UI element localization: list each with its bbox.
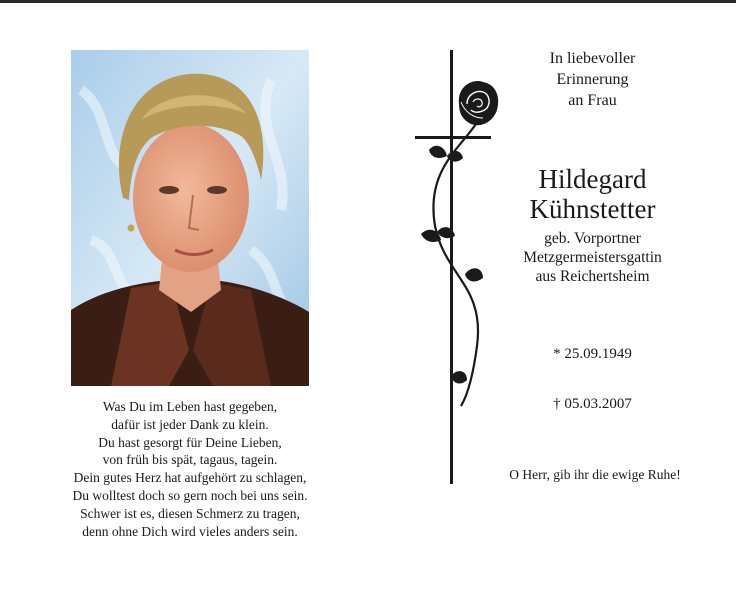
deceased-name [480, 164, 705, 224]
intro-line: an Frau [568, 92, 617, 109]
maiden-name: geb. Vorportner [544, 230, 641, 247]
deceased-details [480, 229, 705, 286]
prayer-text: O Herr, gib ihr die ewige Ruhe! [509, 467, 681, 482]
poem-line: Du wolltest doch so gern noch bei uns sein. [72, 487, 308, 503]
poem-line: denn ohne Dich wird vieles anders sein. [82, 523, 298, 539]
poem-line: von früh bis spät, tagaus, tagein. [102, 452, 278, 468]
portrait-photo [71, 50, 309, 386]
memorial-poem [40, 398, 340, 540]
poem-line: Was Du im Leben hast gegeben, [102, 399, 278, 414]
death-date: † 05.03.2007 [553, 396, 632, 412]
birth-date: * 25.09.1949 [553, 346, 632, 362]
intro-line: Erinnerung [556, 71, 629, 88]
last-name: Kühnstetter [529, 194, 656, 224]
poem-line: Du hast gesorgt für Deine Lieben, [98, 434, 282, 450]
poem-line: Dein gutes Herz hat aufgehört zu schlagen, [73, 470, 307, 486]
occupation: Metzgermeistersgattin [523, 249, 662, 266]
origin: aus Reichertsheim [535, 268, 650, 285]
intro-text [480, 48, 705, 111]
intro-line: In liebevoller [549, 50, 636, 67]
top-border [0, 0, 736, 3]
poem-line: dafür ist jeder Dank zu klein. [111, 416, 269, 432]
poem-line: Schwer ist es, diesen Schmerz zu tragen, [80, 505, 300, 521]
first-name: Hildegard [538, 164, 647, 194]
